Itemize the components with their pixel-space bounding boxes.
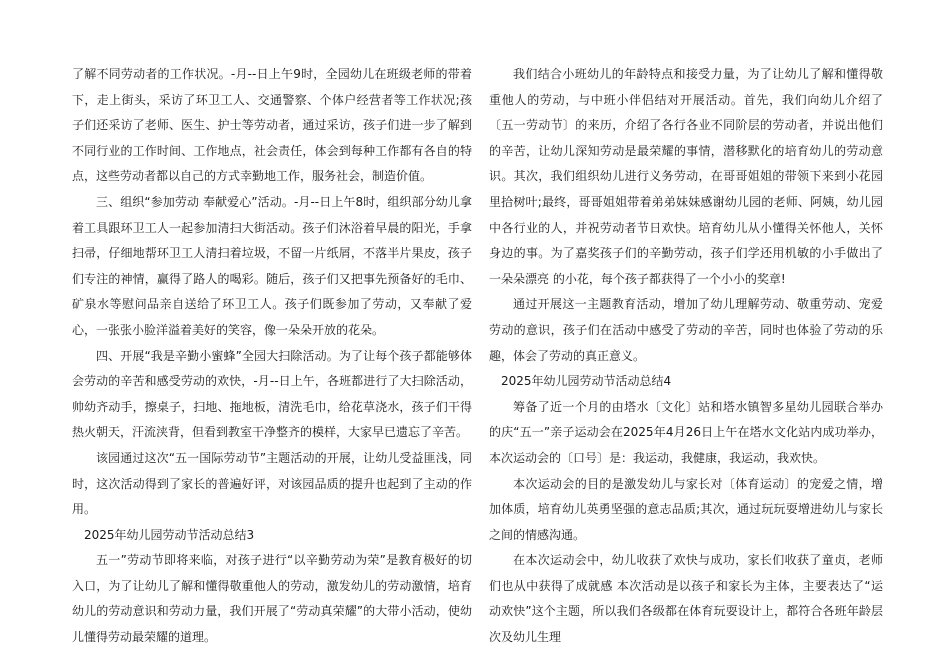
paragraph: 通过开展这一主题教育活动，增加了幼儿理解劳动、敬重劳动、宠爱劳动的意识，孩子们在活动中感受了劳动的辛苦，同时也体验了劳动的乐趣，体会了劳动的真正意义。 <box>489 297 883 363</box>
right-column <box>489 62 883 651</box>
paragraph: 在本次运动会中，幼儿收获了欢快与成功，家长们收获了童贞，老师们也从中获得了成就感 本次活动是以孩子和家长为主体，主要表达了“运动欢快”这个主题，所以我们各级都在体育玩耍设计上，都符合各班年龄层次及幼儿生理 <box>489 553 883 645</box>
section-heading: 2025年幼儿园劳动节活动总结4 <box>501 374 672 389</box>
paragraph: 了解不同劳动者的工作状况。-月--日上午9时，全园幼儿在班级老师的带着下，走上街头，采访了环卫工人、交通警察、个体户经营者等工作状况;孩子们还采访了老师、医生、护士等劳动者，通过采访，孩子们进一步了解到不同行业的工作时间、工作地点，社会责任，体会到每种工作都有各自的特点，这些劳动者都以自己的方式幸勤地工作，服务社会，制造价值。 <box>72 67 472 184</box>
section-heading: 2025年幼儿园劳动节活动总结3 <box>84 527 255 542</box>
paragraph: 筹备了近一个月的由塔水〔文化〕站和塔水镇智多星幼儿园联合举办的庆“五一”亲子运动会在2025年4月26日上午在塔水文化站内成功举办，本次运动会的〔口号〕是：我运动，我健康，我运动，我欢快。 <box>489 399 883 465</box>
left-column <box>72 62 472 651</box>
paragraph: 三、组织“参加劳动 奉献爱心”活动。-月--日上午8时，组织部分幼儿拿着工具跟环卫工人一起参加清扫大街活动。孩子们沐浴着早晨的阳光，手拿扫帚，仔细地帮环卫工人清扫着垃圾，不留一片纸屑，不落半片果皮，孩子们专注的神情，赢得了路人的喝彩。随后，孩子们又把事先预备好的毛巾、矿泉水等慰问品亲自送给了环卫工人。孩子们既参加了劳动，又奉献了爱心，一张张小脸洋溢着美好的笑容，像一朵朵开放的花朵。 <box>72 194 472 337</box>
paragraph: 五一”劳动节即将来临，对孩子进行“以辛勤劳动为荣”是教育极好的切入口，为了让幼儿了解和懂得敬重他人的劳动，激发幼儿的劳动激情，培育幼儿的劳动意识和劳动力量，我们开展了“劳动真荣耀”的大带小活动，使幼儿懂得劳动最荣耀的道理。 <box>72 553 472 645</box>
paragraph: 四、开展“我是辛勤小蜜蜂”全园大扫除活动。为了让每个孩子都能够体会劳动的辛苦和感受劳动的欢快，-月--日上午，各班都进行了大扫除活动，帅幼齐动手，擦桌子，扫地、拖地板，清洗毛巾，给花草浇水，孩子们干得热火朝天，汗流浃背，但看到教室干净整齐的模样，大家早已遗忘了辛苦。 <box>72 348 472 440</box>
paragraph: 我们结合小班幼儿的年龄特点和接受力量，为了让幼儿了解和懂得敬重他人的劳动，与中班小伴侣结对开展活动。首先，我们向幼儿介绍了〔五一劳动节〕的来历，介绍了各行各业不同阶层的劳动者，并说出他们的辛苦，让幼儿深知劳动是最荣耀的事情，潜移默化的培育幼儿的劳动意识。其次，我们组织幼儿进行义务劳动，在哥哥姐姐的带领下来到小花园里拾树叶;最终，哥哥姐姐带着弟弟妹妹感谢幼儿园的老师、阿姨，幼儿园中各行业的人，并祝劳动者节日欢快。培育幼儿从小懂得关怀他人，关怀身边的事。为了嘉奖孩子们的辛勤劳动，孩子们学还用机敏的小手做出了一朵朵漂亮 的小花，每个孩子都获得了一个小小的奖章! <box>489 67 883 286</box>
paragraph: 该园通过这次“五一国际劳动节”主题活动的开展，让幼儿受益匪浅，同时，这次活动得到了家长的普遍好评，对该园品质的提升也起到了主动的作用。 <box>72 450 472 517</box>
paragraph: 本次运动会的目的是激发幼儿与家长对〔体育运动〕的宠爱之情，增加体质，培育幼儿英勇坚强的意志品质;其次，通过玩玩耍增进幼儿与家长之间的情感沟通。 <box>489 476 883 542</box>
